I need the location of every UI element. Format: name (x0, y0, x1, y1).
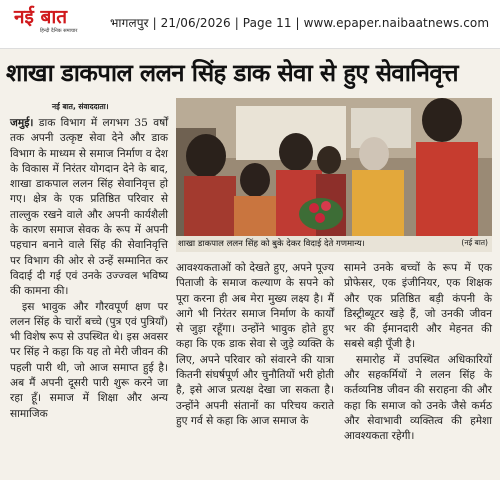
paragraph-1 (10, 116, 168, 300)
article-column-2 (176, 261, 334, 429)
article-column-1 (10, 116, 168, 422)
paragraph-2: इस भावुक और गौरवपूर्ण क्षण पर ललन सिंह के चारों बच्चे (पुत्र एवं पुत्रियाँ) भी विशेष रूप से उपस्थित थे। इस अवसर पर सिंह ने कहा कि यह तो मेरी जीवन की पहली पारी थी, जो आज समाप्त हुई है। अब मैं अपनी दूसरी पारी शुरू करने जा रहा हूँ। समाज में शिक्षा और अन्य सामाजिक (10, 300, 168, 420)
photo-caption: शाखा डाकपाल ललन सिंह को बुके देकर विदाई देते गणमान्य। (178, 239, 365, 249)
newspaper-logo[interactable] (14, 6, 94, 42)
paragraph-4: सामने उनके बच्चों के रूप में एक प्रोफेसर, एक इंजीनियर, एक शिक्षक और एक प्रतिष्ठित बड़ी कंपनी के डिस्ट्रीब्यूटर खड़े हैं, जो उनकी जीवन भर की ईमानदारी और मेहनत की सबसे बड़ी पूँजी है। (344, 262, 492, 351)
dateline: जमुई। (10, 117, 34, 129)
logo-text: नई बात (14, 6, 68, 28)
photo-caption-bar (176, 236, 492, 252)
article-column-3 (344, 261, 492, 445)
photo-credit: (नई बात) (461, 238, 488, 247)
article-headline: शाखा डाकपाल ललन सिंह डाक सेवा से हुए सेवानिवृत्त (6, 59, 459, 87)
logo-tagline: हिन्दी दैनिक समाचार (40, 28, 78, 34)
article-photo[interactable] (176, 98, 492, 236)
masthead (0, 0, 500, 49)
paragraph-3: आवश्यकताओं को देखते हुए, अपने पूज्य पिताजी के समाज कल्याण के सपने को पूरा करना ही अब मेरा मुख्य लक्ष्य है। मैं आगे भी निरंतर समाज निर्माण के कार्यों से जुड़ा रहूँगा। उन्होंने भावुक होते हुए कहा कि एक डाक सेवा से जुड़े व्यक्ति के लिए, अपने परिवार को संवारने की यात्रा कितनी संघर्षपूर्ण और चुनौतियों भरी होती है, इसे आज प्रत्यक्ष देखा जा सकता है। उन्होंने अपनी संतानों का परिचय कराते हुए गर्व से कहा कि आज समाज के (176, 262, 334, 427)
edition-line: भागलपुर | 21/06/2026 | Page 11 | www.epaper.naibaatnews.com (110, 16, 490, 30)
photo-illustration (176, 98, 492, 236)
article-byline: नई बात, संवाददाता। (52, 102, 109, 111)
paragraph-1-text: डाक विभाग में लगभग 35 वर्षों तक अपनी उत्कृष्ट सेवा देने और डाक विभाग के माध्यम से समाज निर्माण व देश के विकास में निरंतर योगदान देने के बाद, शाखा डाकपाल ललन सिंह सेवानिवृत्त हो गए। क्षेत्र के एक प्रतिष्ठित परिवार से ताल्लुक रखने वाले और अपनी कार्यशैली के कारण समाज सेवक के रूप में अपनी पहचान बनाने वाले सिंह की सेवानिवृत्ति पर विभाग की ओर से उन्हें सम्मानित कर विदाई दी गई एवं उनके उज्ज्वल भविष्य की कामना की। (10, 117, 168, 298)
paragraph-5: समारोह में उपस्थित अधिकारियों और सहकर्मियों ने ललन सिंह के कर्तव्यनिष्ठ जीवन की सराहना की और कहा कि समाज को उनके जैसे कर्मठ और सेवाभावी व्यक्तित्व की हमेशा आवश्यकता रहेगी। (344, 353, 492, 443)
